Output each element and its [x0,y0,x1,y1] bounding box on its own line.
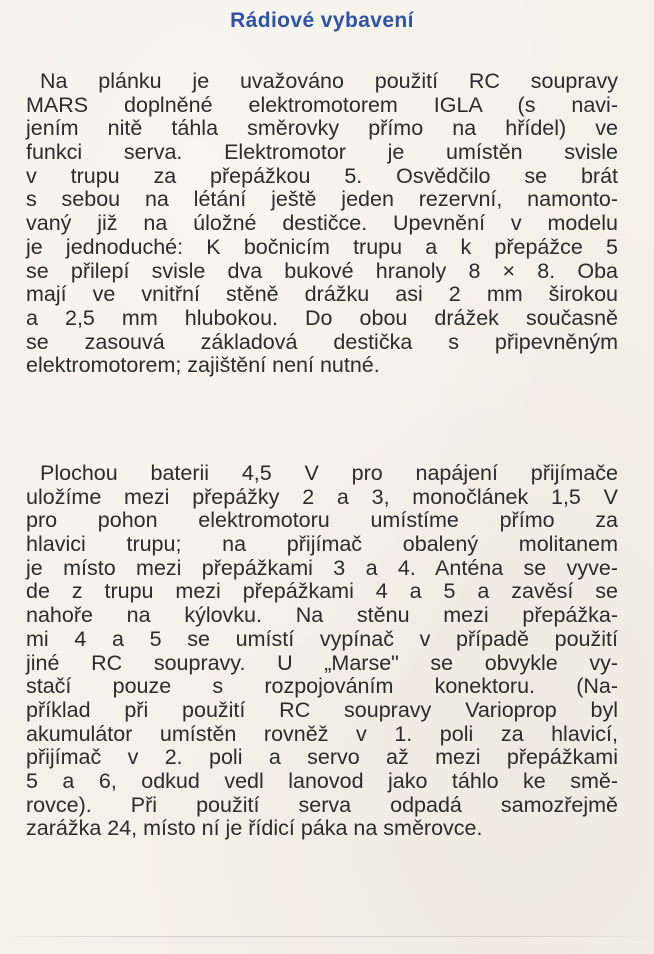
text-line: zarážka 24, místo ní je řídicí páka na směrovce. [26,816,483,841]
text-line: přijímač v 2. poli a servo až mezi přepážkami [26,745,618,770]
article-heading: Rádiové vybavení [230,9,414,32]
text-line: vaný již na úložné destičce. Upevnění v modelu [26,211,618,236]
text-line: stačí pouze s rozpojováním konektoru. (Na- [26,674,618,699]
article [26,6,618,936]
text-line: se přilepí svisle dva bukové hranoly 8 × 8. Oba [26,258,618,283]
text-line: jením nitě táhla směrovky přímo na hřídel) ve [26,116,618,141]
text-line: a 2,5 mm hlubokou. Do obou drážek současně [26,305,618,330]
text-line: nahoře na kýlovku. Na stěnu mezi přepážka- [26,603,618,628]
text-line: mají ve vnitřní stěně drážku asi 2 mm širokou [26,282,618,307]
paragraph-2 [26,462,618,841]
text-line: 5 a 6, odkud vedl lanovod jako táhlo ke smě- [26,768,618,793]
text-line: rovce). Při použití serva odpadá samozřejmě [26,792,618,817]
text-line: příklad při použití RC soupravy Varioprop byl [26,697,618,722]
text-line: Na plánku je uvažováno použití RC soupravy [40,69,618,93]
text-line: jiné RC soupravy. U „Marse" se obvykle vy- [26,650,618,675]
paragraph-1 [26,70,618,378]
text-line: je jednoduché: K bočnicím trupu a k přepážce 5 [26,234,618,259]
text-line: je místo mezi přepážkami 3 a 4. Anténa se vyve- [26,555,618,580]
text-line: Plochou baterii 4,5 V pro napájení přijímače [40,461,618,485]
text-line: pro pohon elektromotoru umístíme přímo za [26,508,618,533]
text-line: de z trupu mezi přepážkami 4 a 5 a zavěsí se [26,579,618,604]
text-line: elektromotorem; zajištění není nutné. [26,353,380,378]
text-line: mi 4 a 5 se umístí vypínač v případě použití [26,626,618,651]
text-line: se zasouvá základová destička s připevněným [26,329,618,354]
text-line: v trupu za přepážkou 5. Osvědčilo se brát [26,163,618,188]
text-line: MARS doplněné elektromotorem IGLA (s navi- [26,92,618,117]
text-line: s sebou na létání ještě jeden rezervní, namonto- [26,187,618,212]
text-line: hlavici trupu; na přijímač obalený molitanem [26,532,618,557]
text-line: funkci serva. Elektromotor je umístěn svisle [26,140,618,165]
text-line: uložíme mezi přepážky 2 a 3, monočlánek 1,5 V [26,484,618,509]
bottom-edge-rule [0,936,654,937]
text-line: akumulátor umístěn rovněž v 1. poli za hlavicí, [26,721,618,746]
